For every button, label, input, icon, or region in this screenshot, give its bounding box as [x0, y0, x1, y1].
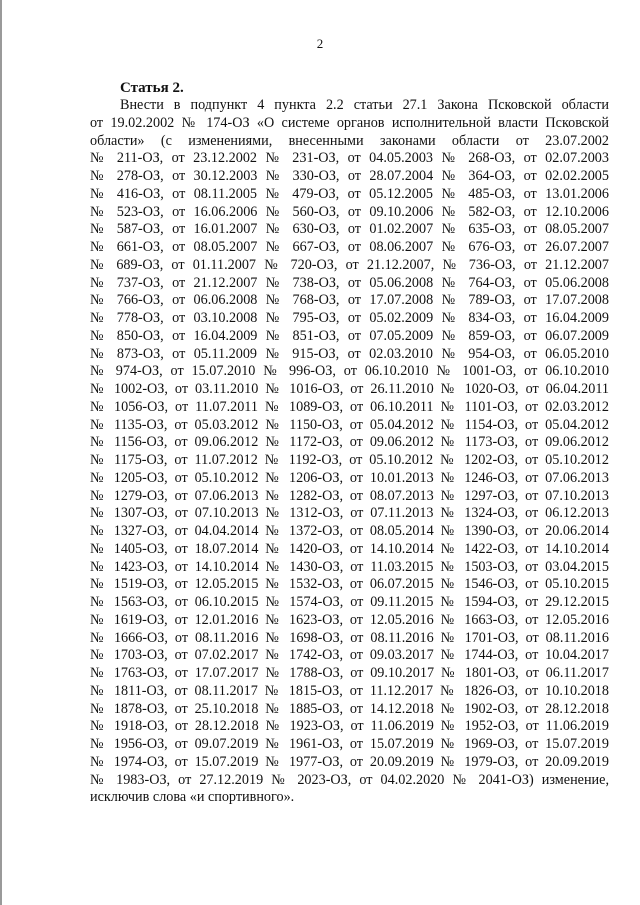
body-line: № 737-ОЗ, от 21.12.2007 № 738-ОЗ, от 05.06.2008 № 764-ОЗ, от 05.06.2008 — [90, 274, 609, 291]
body-line: № 1563-ОЗ, от 06.10.2015 № 1574-ОЗ, от 09.11.2015 № 1594-ОЗ, от 29.12.2015 — [90, 594, 609, 610]
body-line: № 1974-ОЗ, от 15.07.2019 № 1977-ОЗ, от 20.09.2019 № 1979-ОЗ, от 20.09.2019 — [90, 753, 609, 770]
body-line: № 1279-ОЗ, от 07.06.2013 № 1282-ОЗ, от 08.07.2013 № 1297-ОЗ, от 07.10.2013 — [90, 487, 609, 504]
article-body — [90, 97, 609, 807]
body-line: области» (с изменениями, внесенными законами области от 23.07.2002 — [90, 132, 609, 149]
body-line: № 1405-ОЗ, от 18.07.2014 № 1420-ОЗ, от 14.10.2014 № 1422-ОЗ, от 14.10.2014 — [90, 540, 609, 557]
body-line: № 766-ОЗ, от 06.06.2008 № 768-ОЗ, от 17.07.2008 № 789-ОЗ, от 17.07.2008 — [90, 292, 609, 309]
body-line: № 1619-ОЗ, от 12.01.2016 № 1623-ОЗ, от 12.05.2016 № 1663-ОЗ, от 12.05.2016 — [90, 611, 609, 628]
body-line: № 1175-ОЗ, от 11.07.2012 № 1192-ОЗ, от 05.10.2012 № 1202-ОЗ, от 05.10.2012 — [90, 452, 609, 468]
body-line: № 1956-ОЗ, от 09.07.2019 № 1961-ОЗ, от 15.07.2019 № 1969-ОЗ, от 15.07.2019 — [90, 736, 609, 752]
body-line: № 1703-ОЗ, от 07.02.2017 № 1742-ОЗ, от 09.03.2017 № 1744-ОЗ, от 10.04.2017 — [90, 647, 609, 664]
body-line: № 1918-ОЗ, от 28.12.2018 № 1923-ОЗ, от 11.06.2019 № 1952-ОЗ, от 11.06.2019 — [90, 718, 609, 735]
body-line: Внести в подпункт 4 пункта 2.2 статьи 27.1 Закона Псковской области — [120, 97, 609, 113]
page-number: 2 — [316, 36, 324, 51]
body-line: № 850-ОЗ, от 16.04.2009 № 851-ОЗ, от 07.05.2009 № 859-ОЗ, от 06.07.2009 — [90, 327, 609, 344]
body-line: № 873-ОЗ, от 05.11.2009 № 915-ОЗ, от 02.03.2010 № 954-ОЗ, от 06.05.2010 — [90, 345, 609, 362]
body-line: № 689-ОЗ, от 01.11.2007 № 720-ОЗ, от 21.12.2007, № 736-ОЗ, от 21.12.2007 — [90, 256, 609, 273]
body-line: № 523-ОЗ, от 16.06.2006 № 560-ОЗ, от 09.10.2006 № 582-ОЗ, от 12.10.2006 — [90, 203, 609, 220]
body-line: № 1878-ОЗ, от 25.10.2018 № 1885-ОЗ, от 14.12.2018 № 1902-ОЗ, от 28.12.2018 — [90, 700, 609, 717]
body-line: № 278-ОЗ, от 30.12.2003 № 330-ОЗ, от 28.07.2004 № 364-ОЗ, от 02.02.2005 — [90, 168, 609, 184]
body-line: № 1156-ОЗ, от 09.06.2012 № 1172-ОЗ, от 09.06.2012 № 1173-ОЗ, от 09.06.2012 — [90, 434, 609, 451]
body-line: от 19.02.2002 № 174-ОЗ «О системе органов исполнительной власти Псковской — [90, 114, 609, 131]
body-line: № 1002-ОЗ, от 03.11.2010 № 1016-ОЗ, от 26.11.2010 № 1020-ОЗ, от 06.04.2011 — [90, 381, 609, 397]
body-line: № 1983-ОЗ, от 27.12.2019 № 2023-ОЗ, от 04.02.2020 № 2041-ОЗ) изменение, — [90, 771, 609, 788]
body-line: № 1327-ОЗ, от 04.04.2014 № 1372-ОЗ, от 08.05.2014 № 1390-ОЗ, от 20.06.2014 — [90, 523, 609, 539]
body-line: № 416-ОЗ, от 08.11.2005 № 479-ОЗ, от 05.12.2005 № 485-ОЗ, от 13.01.2006 — [90, 185, 609, 202]
body-line: № 587-ОЗ, от 16.01.2007 № 630-ОЗ, от 01.02.2007 № 635-ОЗ, от 08.05.2007 — [90, 221, 609, 238]
body-line: № 974-ОЗ, от 15.07.2010 № 996-ОЗ, от 06.10.2010 № 1001-ОЗ, от 06.10.2010 — [90, 363, 609, 380]
body-line: № 661-ОЗ, от 08.05.2007 № 667-ОЗ, от 08.06.2007 № 676-ОЗ, от 26.07.2007 — [90, 239, 609, 255]
body-line: № 1423-ОЗ, от 14.10.2014 № 1430-ОЗ, от 11.03.2015 № 1503-ОЗ, от 03.04.2015 — [90, 558, 609, 575]
article-title: Статья 2. — [120, 80, 184, 96]
body-line: № 1135-ОЗ, от 05.03.2012 № 1150-ОЗ, от 05.04.2012 № 1154-ОЗ, от 05.04.2012 — [90, 416, 609, 433]
body-line: № 778-ОЗ, от 03.10.2008 № 795-ОЗ, от 05.02.2009 № 834-ОЗ, от 16.04.2009 — [90, 310, 609, 326]
body-line: № 1666-ОЗ, от 08.11.2016 № 1698-ОЗ, от 08.11.2016 № 1701-ОЗ, от 08.11.2016 — [90, 629, 609, 646]
body-line: № 211-ОЗ, от 23.12.2002 № 231-ОЗ, от 04.05.2003 № 268-ОЗ, от 02.07.2003 — [90, 150, 609, 167]
body-line: № 1763-ОЗ, от 17.07.2017 № 1788-ОЗ, от 09.10.2017 № 1801-ОЗ, от 06.11.2017 — [90, 665, 609, 681]
body-line: № 1519-ОЗ, от 12.05.2015 № 1532-ОЗ, от 06.07.2015 № 1546-ОЗ, от 05.10.2015 — [90, 576, 609, 593]
scan-edge — [0, 0, 2, 905]
body-line: исключив слова «и спортивного». — [90, 789, 295, 806]
body-line: № 1811-ОЗ, от 08.11.2017 № 1815-ОЗ, от 11.12.2017 № 1826-ОЗ, от 10.10.2018 — [90, 682, 609, 699]
body-line: № 1056-ОЗ, от 11.07.2011 № 1089-ОЗ, от 06.10.2011 № 1101-ОЗ, от 02.03.2012 — [90, 398, 609, 415]
body-line: № 1205-ОЗ, от 05.10.2012 № 1206-ОЗ, от 10.01.2013 № 1246-ОЗ, от 07.06.2013 — [90, 469, 609, 486]
body-line: № 1307-ОЗ, от 07.10.2013 № 1312-ОЗ, от 07.11.2013 № 1324-ОЗ, от 06.12.2013 — [90, 505, 609, 522]
